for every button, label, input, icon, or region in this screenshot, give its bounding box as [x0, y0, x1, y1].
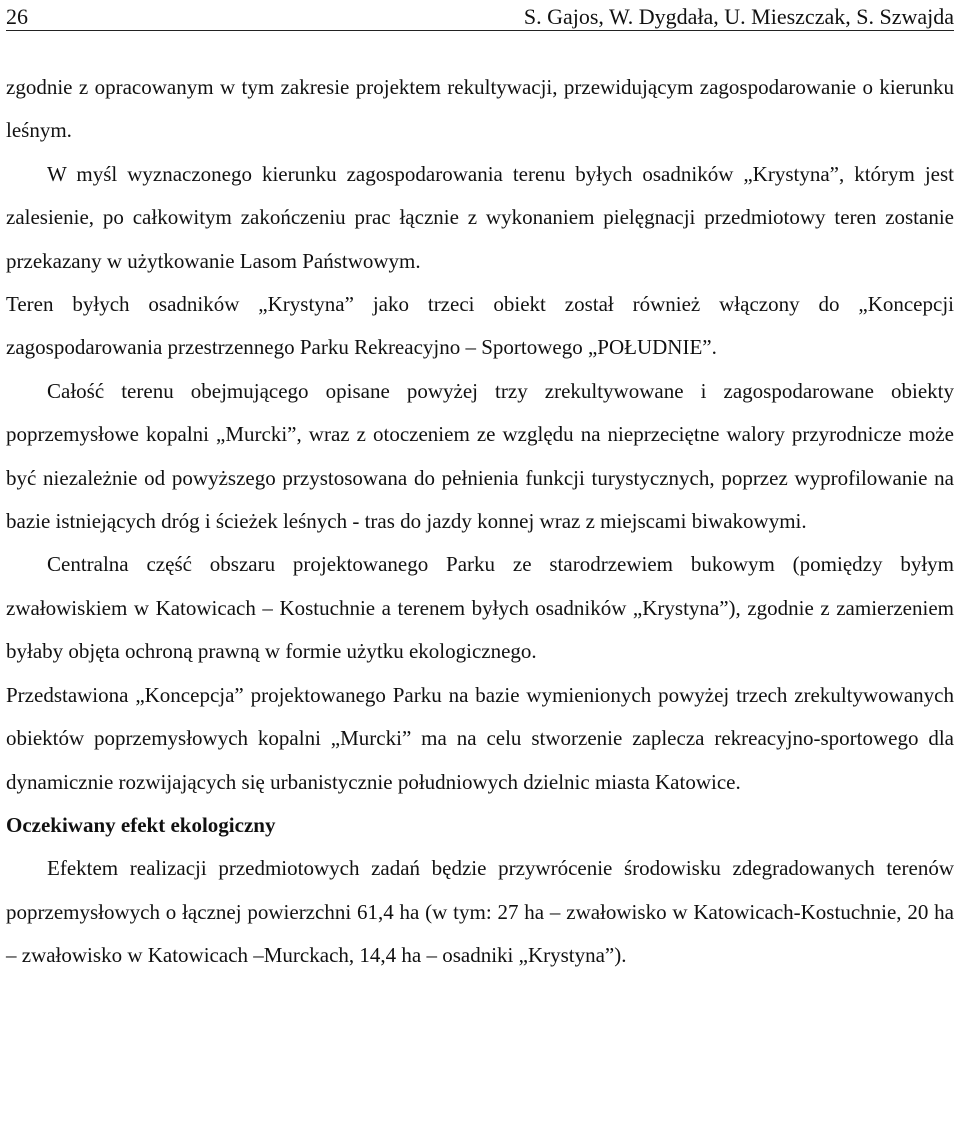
paragraph: Centralna część obszaru projektowanego Parku ze starodrzewiem bukowym (pomiędzy byłym zwałowiskiem w Katowicach – Kostuchnie a terenem byłych osadników „Krystyna”), zgodnie z zamierzeniem byłaby objęta ochroną prawną w formie użytku ekologicznego. — [6, 552, 954, 664]
paragraph: W myśl wyznaczonego kierunku zagospodarowania terenu byłych osadników „Krystyna”, którym jest zalesienie, po całkowitym zakończeniu prac łącznie z wykonaniem pielęgnacji przedmiotowy teren zostanie przekazany w użytkowanie Lasom Państwowym. — [6, 161, 954, 273]
paragraph-continuation: zgodnie z opracowanym w tym zakresie projektem rekultywacji, przewidującym zagospodarowanie o kierunku leśnym. — [6, 75, 954, 143]
page-header — [6, 0, 954, 31]
paragraph: Teren byłych osadników „Krystyna” jako trzeci obiekt został również włączony do „Koncepcji zagospodarowania przestrzennego Parku Rekreacyjno – Sportowego „POŁUDNIE”. — [6, 292, 954, 360]
paragraph: Przedstawiona „Koncepcja” projektowanego Parku na bazie wymienionych powyżej trzech zrekultywowanych obiektów poprzemysłowych kopalni „Murcki” ma na celu stworzenie zaplecza rekreacyjno-sportowego dla dynamicznie rozwijających się urbanistycznie południowych dzielnic miasta Katowice. — [6, 682, 954, 794]
body-text — [6, 66, 954, 978]
paragraph: Całość terenu obejmującego opisane powyżej trzy zrekultywowane i zagospodarowane obiekty poprzemysłowe kopalni „Murcki”, wraz z otoczeniem ze względu na nieprzeciętne walory przyrodnicze może być niezależnie od powyższego przystosowana do pełnienia funkcji turystycznych, poprzez wyprofilowanie na bazie istniejących dróg i ścieżek leśnych - tras do jazdy konnej wraz z miejscami biwakowymi. — [6, 378, 954, 534]
page-number: 26 — [6, 4, 28, 29]
running-header-authors: S. Gajos, W. Dygdała, U. Mieszczak, S. Szwajda — [523, 4, 954, 29]
paragraph: Efektem realizacji przedmiotowych zadań będzie przywrócenie środowisku zdegradowanych terenów poprzemysłowych o łącznej powierzchni 61,4 ha (w tym: 27 ha – zwałowisko w Katowicach-Kostuchnie, 20 ha – zwałowisko w Katowicach –Murckach, 14,4 ha – osadniki „Krystyna”). — [6, 856, 954, 968]
section-heading: Oczekiwany efekt ekologiczny — [6, 812, 276, 837]
